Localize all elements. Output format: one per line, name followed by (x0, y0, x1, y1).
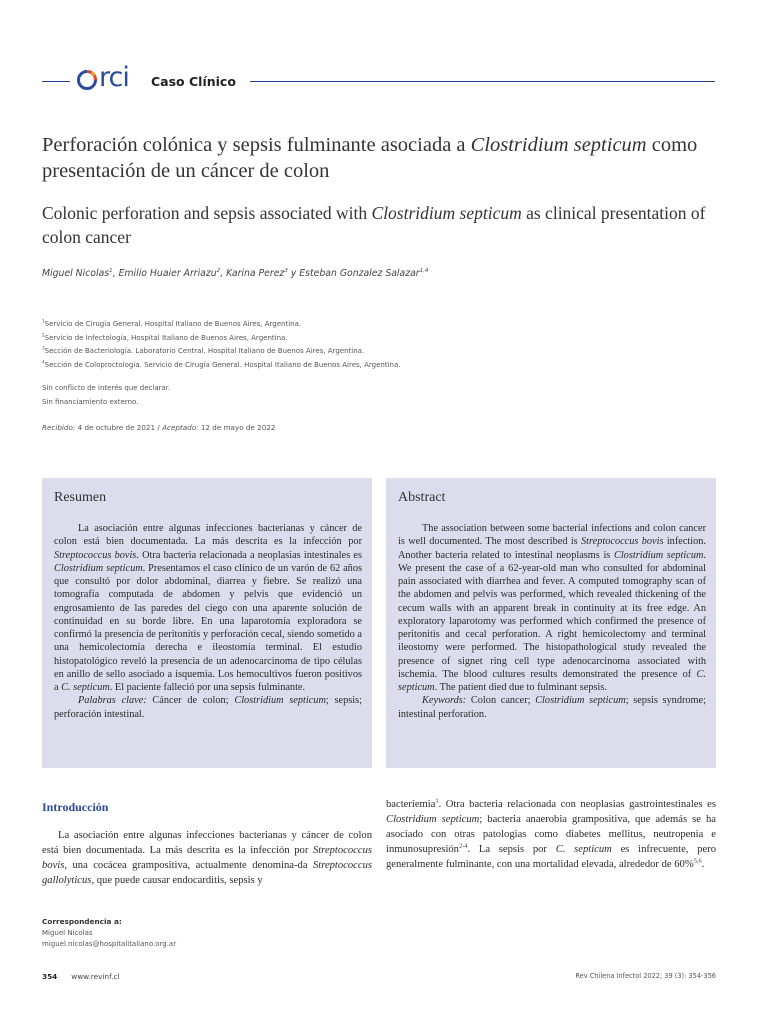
author-list: Miguel Nicolas$^1$, Emilio Huaier Arriazu$^2$, Karina Perez$^3$ y Esteban Gonzalez Salazar$^{1,4}$ (42, 267, 429, 279)
correspondence-label: Correspondencia a: (42, 917, 122, 926)
title-spanish: Perforación colónica y sepsis fulminante asociada a Clostridium septicum como presentación de un cáncer de colon (42, 134, 698, 182)
footer-left (42, 972, 119, 981)
header-rule-left (42, 81, 70, 82)
header-rule-right (250, 81, 715, 82)
abstract-keywords: Keywords: Colon cancer; Clostridium septicum; sepsis syndrome; intestinal perforation. (398, 695, 706, 720)
title-english: Colonic perforation and sepsis associated with Clostridium septicum as clinical presentation of colon cancer (42, 203, 706, 247)
journal-citation: Rev Chilena Infectol 2022; 39 (3): 354-356 (575, 972, 716, 980)
affiliation: $^1$Servicio de Cirugía General. Hospital Italiano de Buenos Aires, Argentina. (42, 318, 302, 328)
resumen-box (42, 478, 372, 768)
resumen-heading: Resumen (54, 490, 107, 505)
introduction-right-column: bacteriemia$^1$. Otra bacteria relacionada con neoplasias gastrointestinales es Clostridium septicum; bacteria anaerobia grampositiva, que además se ha asociado con otras patologías como diabetes mellitus, neutropenia e inmunosupresión$^{2-4}$. La sepsis por C. septicum es infrecuente, pero generalmente fulminante, con una mortalidad elevada, alrededor de 60%$^{5,6}$. (386, 797, 716, 871)
section-label: Caso Clínico (151, 74, 236, 89)
journal-logo-text: rci (99, 62, 129, 93)
abstract-heading: Abstract (398, 490, 446, 505)
affiliations (42, 318, 401, 372)
article-dates: Recibido: 4 de octubre de 2021 / Aceptado: 12 de mayo de 2022 (42, 423, 276, 432)
affiliation: $^3$Sección de Bacteriología. Laboratorio Central. Hospital Italiano de Buenos Aires, Argentina. (42, 345, 365, 355)
correspondence (42, 916, 176, 950)
author: Miguel Nicolas (42, 268, 110, 279)
disclosures (42, 381, 170, 409)
journal-website-link[interactable]: www.revinf.cl (71, 972, 120, 981)
author: Karina Perez (226, 268, 285, 279)
funding-statement: Sin financiamiento externo. (42, 398, 139, 406)
resumen-keywords: Palabras clave: Cáncer de colon; Clostridium septicum; sepsis; perforación intestinal. (54, 695, 362, 720)
author: Emilio Huaier Arriazu (118, 268, 217, 279)
resumen-text: La asociación entre algunas infecciones bacterianas y cáncer de colon está bien documentada. La más descrita es la infección por Streptococcus bovis. Otra bacteria relacionada a neoplasias intestinales es Clostridium septicum. Presentamos el caso clínico de un varón de 62 años que consultó por dolor abdominal, diarrea y fiebre. Se realizó una tomografía computada de abdomen y pelvis que evidenció un engrosamiento de las paredes del ciego con una aparente solución de continuidad en su borde libre. En una laparotomía exploradora se confirmó la presencia de peritonitis y perforación cecal, siendo sometido a una hemicolectomía derecha e ileostomía terminal. El estudio histopatológico reveló la presencia de un adenocarcinoma de tipo células en anillo de sello asociado a isquemia. Los hemocultivos fueron positivos a C. septicum. El paciente falleció por una sepsis fulminante. (54, 523, 362, 693)
affiliation: $^4$Sección de Coloproctología. Servicio de Cirugía General. Hospital Italiano de Buenos Aires, Argentina. (42, 359, 401, 369)
page-number: 354 (42, 972, 58, 981)
introduction-left-column: La asociación entre algunas infecciones bacterianas y cáncer de colon está bien documentada. La más descrita es la infección por Streptococcus bovis, una cocácea grampositiva, actualmente denomina-da Streptococcus gallolyticus, que puede causar endocarditis, sepsis y (42, 830, 372, 887)
correspondence-email[interactable]: miguel.nicolas@hospitalitaliano.org.ar (42, 940, 177, 948)
introduction-heading: Introducción (42, 800, 109, 814)
abstract-text: The association between some bacterial infections and colon cancer is well documented. The most described is Streptococcus bovis infection. Another bacteria related to intestinal neoplasms is Clostridium septicum. We present the case of a 62-year-old man who consulted for abdominal pain associated with diarrhea and fever. A computed tomography scan of the abdomen and pelvis was performed, which revealed thickening of the cecum walls with an apparent break in continuity at its free edge. An exploratory laparotomy was performed which confirmed the presence of peritonitis and cecal perforation. A right hemicolectomy and terminal ileostomy were performed. The histopathological study revealed the presence of signet ring cell type adenocarcinoma associated with ischemia. The blood cultures results demonstrated the presence of C. septicum. The patient died due to fulminant sepsis. (398, 523, 706, 693)
affiliation: $^2$Servicio de Infectología, Hospital Italiano de Buenos Aires, Argentina. (42, 332, 288, 342)
author: Esteban Gonzalez Salazar (299, 268, 420, 279)
abstract-box (386, 478, 716, 768)
conflict-statement: Sin conflicto de interés que declarar. (42, 384, 171, 392)
correspondence-name: Miguel Nicolas (42, 929, 93, 937)
journal-logo-icon (76, 69, 98, 91)
